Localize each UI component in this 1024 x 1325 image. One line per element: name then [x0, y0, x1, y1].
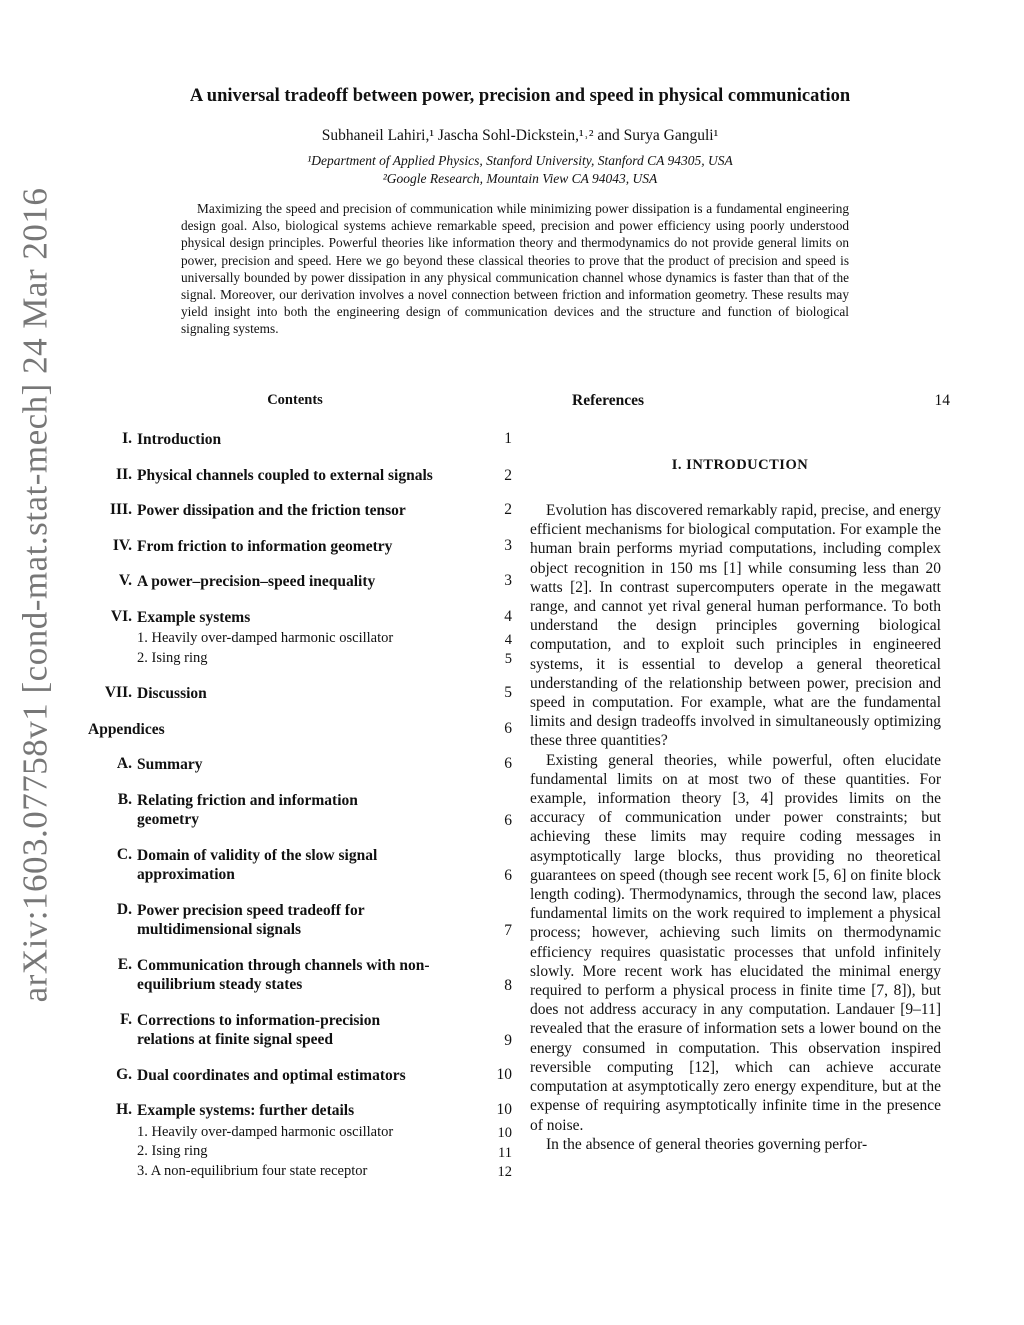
toc-entry: [88, 956, 512, 995]
toc-page: 6: [504, 866, 512, 884]
toc-entry: [88, 684, 512, 704]
toc-number: VII.: [104, 684, 132, 701]
toc-subtitle: 2. Ising ring: [137, 1143, 208, 1159]
toc-title: Discussion: [137, 685, 207, 702]
arxiv-identifier-text: arXiv:1603.07758v1 [cond-mat.stat-mech] 24 Mar 2016: [15, 187, 55, 1003]
toc-page: 8: [504, 976, 512, 994]
table-of-contents: [88, 430, 512, 1197]
toc-entry: [88, 466, 512, 486]
paragraph: In the absence of general theories governing perfor-: [546, 1135, 868, 1153]
affiliation-1: ¹Department of Applied Physics, Stanford University, Stanford CA 94305, USA: [307, 153, 733, 168]
toc-entry: [88, 1011, 512, 1050]
toc-number: B.: [117, 790, 132, 808]
toc-entry: [88, 1101, 512, 1121]
toc-title: Communication through channels with non-equilibrium steady states: [137, 956, 430, 993]
toc-entry: [88, 608, 512, 628]
toc-page: 5: [504, 651, 512, 667]
contents-heading: Contents: [267, 392, 323, 408]
toc-entry: [88, 846, 512, 885]
toc-page: 10: [496, 1101, 512, 1118]
toc-subtitle: 3. A non-equilibrium four state receptor: [137, 1162, 368, 1179]
toc-page: 6: [504, 811, 512, 829]
toc-subsection-list: [88, 1123, 512, 1182]
toc-page: 6: [504, 719, 512, 737]
toc-page: 9: [504, 1031, 512, 1049]
toc-number: I.: [122, 430, 132, 447]
toc-title: From friction to information geometry: [137, 537, 393, 555]
toc-page: 6: [504, 755, 512, 772]
toc-page: 7: [504, 921, 512, 939]
toc-page: 10: [496, 1065, 512, 1083]
toc-page: 10: [497, 1125, 512, 1141]
toc-number: II.: [116, 465, 132, 483]
toc-number: F.: [120, 1010, 132, 1028]
toc-title: Power dissipation and the friction tensor: [137, 502, 406, 519]
toc-page: 4: [504, 607, 512, 625]
toc-page: 2: [504, 501, 512, 518]
toc-page: 11: [498, 1144, 512, 1161]
toc-title: Summary: [137, 756, 203, 773]
toc-entry: [88, 572, 512, 592]
toc-number: III.: [110, 501, 132, 518]
introduction-body: [530, 501, 941, 1154]
toc-subentry: [88, 1123, 512, 1143]
toc-entry: [88, 501, 512, 521]
toc-number: G.: [116, 1065, 132, 1083]
toc-page: 4: [504, 631, 512, 648]
toc-title: Corrections to information-precision relations at finite signal speed: [137, 1011, 381, 1048]
toc-subtitle: 1. Heavily over-damped harmonic oscillator: [137, 630, 394, 646]
toc-number: V.: [118, 572, 132, 589]
toc-subentry: [88, 629, 512, 649]
toc-title: Domain of validity of the slow signal approximation: [137, 846, 378, 883]
author-list: Subhaneil Lahiri,¹ Jascha Sohl-Dickstein,¹˒² and Surya Ganguli¹: [321, 127, 719, 144]
toc-entry: [88, 901, 512, 940]
toc-number: A.: [116, 755, 132, 772]
toc-page: 3: [504, 536, 512, 554]
toc-number: H.: [116, 1101, 132, 1118]
toc-number: C.: [116, 845, 132, 863]
arxiv-identifier: [5, 120, 65, 1070]
affiliation-2: ²Google Research, Mountain View CA 94043, USA: [382, 171, 658, 186]
toc-page: 3: [504, 572, 512, 589]
toc-title: Power precision speed tradeoff for multidimensional signals: [137, 901, 365, 938]
toc-entry: [88, 791, 512, 830]
toc-title: Introduction: [137, 431, 222, 448]
toc-title: A power–precision–speed inequality: [137, 573, 376, 590]
toc-title: Example systems: [137, 608, 251, 626]
toc-page: 5: [504, 684, 512, 701]
toc-page: 2: [504, 467, 512, 484]
toc-number: VI.: [110, 607, 132, 625]
toc-entry: [88, 1066, 512, 1086]
toc-number: E.: [117, 955, 132, 973]
toc-page: 12: [497, 1164, 512, 1180]
references-entry: [572, 392, 950, 410]
toc-title: Appendices: [88, 720, 165, 738]
toc-subtitle: 2. Ising ring: [137, 649, 208, 666]
toc-entry: [88, 755, 512, 775]
abstract: Maximizing the speed and precision of communication while minimizing power dissipation is a fundamental engineering design goal. Also, biological systems achieve remarkable speed, precision and power efficiency using poorly understood physical design principles. Powerful theories like information theory and thermodynamics do not provide general limits on power, precision and speed. Here we go beyond these classical theories to prove that the product of precision and speed is universally bounded by power dissipation in any physical communication channel whose dynamics is faster than that of the signal. Moreover, our derivation involves a novel connection between friction and information geometry. These results may yield insight into both the engineering design of communication devices and the structure and function of biological signaling systems.: [181, 201, 849, 337]
toc-entry: [88, 537, 512, 557]
toc-number: IV.: [112, 536, 132, 554]
paragraph: Evolution has discovered remarkably rapid, precise, and energy efficient mechanisms for biological computation. For example the human brain performs myriad computations, including complex object recognition in 150 ms [1] while consuming less than 20 watts [2]. In contrast supercomputers operate in the megawatt range, and cannot yet rival general human performance. To both understand the design principles governing biological computation, and to exploit such principles in engineered systems, it is essential to develop a general theoretical understanding of the relationship between power, precision and speed in computation. For example, what are the fundamental limits and design tradeoffs involved in simultaneously optimizing these three quantities?: [530, 502, 941, 750]
toc-subsection-list: [88, 629, 512, 668]
toc-subentry: [88, 1162, 512, 1182]
toc-title: Dual coordinates and optimal estimators: [137, 1066, 406, 1084]
references-label: References: [572, 392, 645, 409]
paragraph: Existing general theories, while powerful, often elucidate fundamental limits on at most two of these quantities. For example, information theory [3, 4] provides limits on the accuracy of communication under power constraints; but achieving these limits may require coding messages in asymptotically large blocks, thus providing no theoretical guarantees on speed (though see recent work [5, 6] on finite block length coding). Thermodynamics, through the second law, places fundamental limits on the work required to implement a physical process; however, achieving such limits on thermodynamic efficiency requires quasistatic processes that unfold infinitely slowly. More recent work has elucidated the minimal energy required to perform a physical process in finite time [7, 8]), but does not address accuracy in any computation. Landauer [9–11] revealed that the erasure of information sets a lower bound on the energy consumed in computation. This observation inspired reversible computing [12], which can achieve accurate computation at asymptotically zero energy expenditure, but at the expense of requiring asymptotically infinite time in the presence of noise.: [530, 751, 941, 1134]
toc-entry: [88, 430, 512, 450]
toc-title: Example systems: further details: [137, 1102, 355, 1119]
section-heading-introduction: I. INTRODUCTION: [671, 457, 809, 473]
toc-subentry: [88, 649, 512, 669]
toc-number: D.: [116, 900, 132, 918]
toc-subtitle: 1. Heavily over-damped harmonic oscillator: [137, 1123, 394, 1140]
references-page: 14: [934, 392, 950, 409]
toc-subentry: [88, 1142, 512, 1162]
toc-entry: [88, 720, 512, 740]
toc-title: Physical channels coupled to external signals: [137, 466, 433, 484]
toc-page: 1: [504, 430, 512, 447]
paper-title: A universal tradeoff between power, precision and speed in physical communication: [189, 86, 851, 106]
toc-title: Relating friction and information geometry: [137, 791, 358, 828]
